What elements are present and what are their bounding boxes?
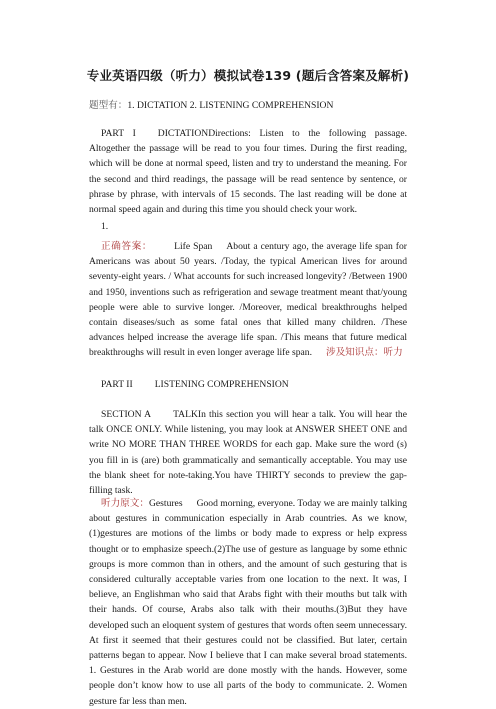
transcript-title: Gestures <box>148 498 183 509</box>
transcript-paragraph <box>89 496 407 709</box>
answer-label: 正确答案： <box>101 241 153 252</box>
part2-heading: PART II <box>101 379 133 390</box>
question-number: 1. <box>101 221 109 232</box>
answer-paragraph <box>89 239 407 361</box>
section-a-heading: SECTION A <box>101 409 152 420</box>
answer-title: Life Span <box>174 241 213 252</box>
knowledge-point-label: 涉及知识点：听力 <box>325 347 403 359</box>
part2-heading-line <box>89 377 407 392</box>
question-types-line <box>89 98 407 113</box>
page-title: 专业英语四级（听力）模拟试卷139 (题后含答案及解析) <box>86 68 410 83</box>
part1-directions-text: Directions: Listen to the following passage. Altogether the passage will be read to you four times. During the first reading, which will be done at normal speed, listen and try to understand the meaning. For the second and third readings, the passage will be read sentence by sentence, or phrase by phrase, with intervals of 15 seconds. The last reading will be done at normal speed again and during this time you should check your work. <box>89 128 407 216</box>
question-types-text: 1. DICTATION 2. LISTENING COMPREHENSION <box>127 100 334 111</box>
transcript-text: Good morning, everyone. Today we are mainly talking about gestures in communication especially in Arab countries. As we know,(1)gestures are motions of the limbs or body made to express or help express thought or to emphasize speech.(2)The use of gesture as language by some ethnic groups is more common than in others, and the amount of such gesturing that is considered culturally acceptable varies from one location to the next. It was, I believe, an Englishman who said that Arabs fight with their mouths but talk with their hands. Of course, Arabs also talk with their mouths.(3)But they have developed such an eloquent system of gestures that words often seem unnecessary. At first it seemed that their gestures could not be classified. But later, certain patterns began to appear. Now I believe that I can make several broad statements. 1. Gestures in the Arab world are done mostly with the hands. However, some people don’t know how to use all parts of the body to communicate. 2. Women gesture far less than men. <box>89 498 407 707</box>
answer-text: About a century ago, the average life span for Americans was about 50 years. /Today, the typical American lives for around seventy-eight years. / What accounts for such increased longevity? /Between 1900 and 1950, inventions such as refrigeration and sewage treatment meant that/young people were able to survive longer. /Moreover, medical breakthroughs helped contain diseases/such as some fatal ones that killed many children. /These advances helped increase the average life span. /This means that future medical breakthroughs will result in even longer average life span. <box>89 241 407 359</box>
part2-subheading: LISTENING COMPREHENSION <box>154 379 289 390</box>
section-a-instructions <box>89 407 407 498</box>
section-a-text: In this section you will hear a talk. You will hear the talk ONCE ONLY. While listening, you may look at ANSWER SHEET ONE and write NO MORE THAN THREE WORDS for each gap. Make sure the word (s) you fill in is (are) both grammatically and semantically acceptable. You may use the blank sheet for note-taking.You have THIRTY seconds to preview the gap-filling task. <box>89 409 407 497</box>
section-a-subheading: TALK <box>173 409 198 420</box>
question-types-label: 题型有： <box>89 100 128 111</box>
part1-directions <box>89 126 407 217</box>
part1-subheading: DICTATION <box>157 128 209 139</box>
transcript-label: 听力原文： <box>101 498 149 509</box>
part1-heading: PART I <box>101 128 136 139</box>
